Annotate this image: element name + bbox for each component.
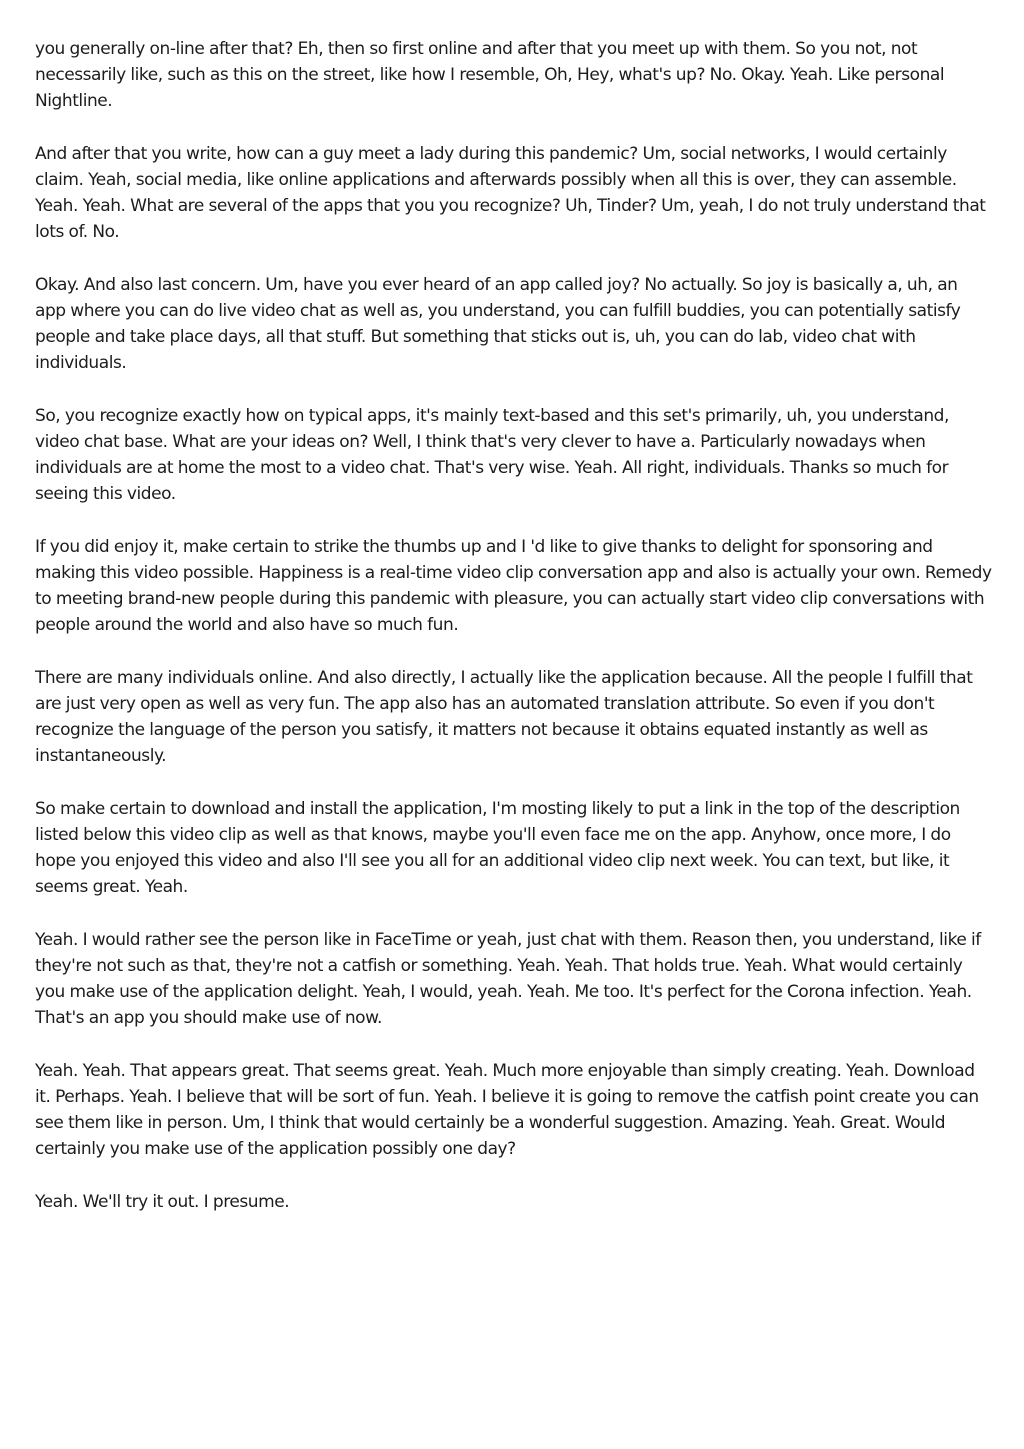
paragraph: Yeah. Yeah. That appears great. That seems great. Yeah. Much more enjoyable than simply creating. Yeah. Download it. Perhaps. Yeah. I believe that will be sort of fun. Yeah. I believe it is going to remove the catfish point create you can see them like in person. Um, I think that would certainly be a wonderful suggestion. Amazing. Yeah. Great. Would certainly you make use of the application possibly one day? [35, 1061, 979, 1159]
paragraph: Yeah. We'll try it out. I presume. [35, 1192, 290, 1212]
paragraph: So, you recognize exactly how on typical apps, it's mainly text-based and this set's primarily, uh, you understand, video chat base. What are your ideas on? Well, I think that's very clever to have a. Particularly nowadays when individuals are at home the most to a video chat. That's very wise. Yeah. All right, individuals. Thanks so much for seeing this video. [35, 406, 949, 504]
paragraph: So make certain to download and install the application, I'm mosting likely to put a link in the top of the description listed below this video clip as well as that knows, maybe you'll even face me on the app. Anyhow, once more, I do hope you enjoyed this video and also I'll see you all for an additional video clip next week. You can text, but like, it seems great. Yeah. [35, 799, 960, 897]
paragraph: And after that you write, how can a guy meet a lady during this pandemic? Um, social networks, I would certainly claim. Yeah, social media, like online applications and afterwards possibly when all this is over, they can assemble. Yeah. Yeah. What are several of the apps that you you recognize? Uh, Tinder? Um, yeah, I do not truly understand that lots of. No. [35, 144, 986, 242]
document-body [35, 36, 992, 1242]
paragraph: you generally on-line after that? Eh, then so first online and after that you meet up with them. So you not, not necessarily like, such as this on the street, like how I resemble, Oh, Hey, what's up? No. Okay. Yeah. Like personal Nightline. [35, 39, 945, 111]
paragraph: If you did enjoy it, make certain to strike the thumbs up and I 'd like to give thanks to delight for sponsoring and making this video possible. Happiness is a real-time video clip conversation app and also is actually your own. Remedy to meeting brand-new people during this pandemic with pleasure, you can actually start video clip conversations with people around the world and also have so much fun. [35, 537, 992, 635]
paragraph: Yeah. I would rather see the person like in FaceTime or yeah, just chat with them. Reason then, you understand, like if they're not such as that, they're not a catfish or something. Yeah. Yeah. That holds true. Yeah. What would certainly you make use of the application delight. Yeah, I would, yeah. Yeah. Me too. It's perfect for the Corona infection. Yeah. That's an app you should make use of now. [35, 930, 981, 1028]
paragraph: There are many individuals online. And also directly, I actually like the application because. All the people I fulfill that are just very open as well as very fun. The app also has an automated translation attribute. So even if you don't recognize the language of the person you satisfy, it matters not because it obtains equated instantly as well as instantaneously. [35, 668, 973, 766]
paragraph: Okay. And also last concern. Um, have you ever heard of an app called joy? No actually. So joy is basically a, uh, an app where you can do live video chat as well as, you understand, you can fulfill buddies, you can potentially satisfy people and take place days, all that stuff. But something that sticks out is, uh, you can do lab, video chat with individuals. [35, 275, 961, 373]
